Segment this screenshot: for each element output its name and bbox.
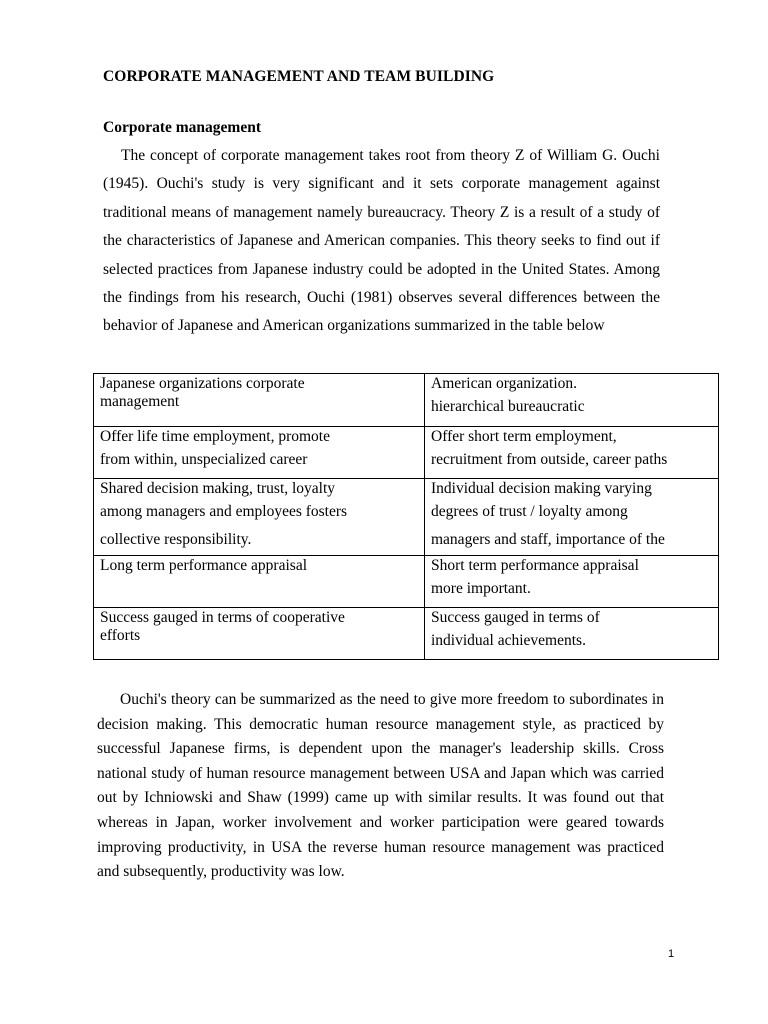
cell-line: Long term performance appraisal <box>100 557 308 574</box>
cell-line: Offer short term employment, <box>431 428 617 445</box>
cell-line: efforts <box>100 627 141 644</box>
cell-line: among managers and employees fosters <box>100 503 348 520</box>
table-cell-american <box>425 556 719 608</box>
cell-line: collective responsibility. <box>100 531 252 548</box>
cell-line: individual achievements. <box>431 632 586 649</box>
cell-line: Offer life time employment, promote <box>100 428 330 445</box>
table-row <box>94 479 719 556</box>
table-cell-japanese <box>94 608 425 660</box>
cell-line: Japanese organizations corporate <box>100 375 305 392</box>
cell-line: management <box>100 393 180 410</box>
comparison-table <box>93 373 719 660</box>
table-cell-american <box>425 427 719 479</box>
cell-line: American organization. <box>431 375 578 392</box>
table-cell-japanese <box>94 556 425 608</box>
cell-line: Success gauged in terms of cooperative <box>100 609 345 626</box>
table-cell-japanese <box>94 427 425 479</box>
cell-line: Short term performance appraisal <box>431 557 639 574</box>
table-cell-japanese <box>94 479 425 556</box>
table-row <box>94 427 719 479</box>
document-title: CORPORATE MANAGEMENT AND TEAM BUILDING <box>103 68 495 85</box>
cell-line: Individual decision making varying <box>431 480 652 497</box>
table-cell-american <box>425 374 719 427</box>
table-row <box>94 556 719 608</box>
table-cell-american <box>425 479 719 556</box>
paragraph-summary: Ouchi's theory can be summarized as the need to give more freedom to subordinates in decision making. This democratic human resource management style, as practiced by successful Japanese firms, is dependent upon the manager's leadership skills. Cross national study of human resource management between USA and Japan which was carried out by Ichniowski and Shaw (1999) came up with similar results. It was found out that whereas in Japan, worker involvement and worker participation were geared towards improving productivity, in USA the reverse human resource management was practiced and subsequently, productivity was low. <box>97 691 664 881</box>
table-cell-american <box>425 608 719 660</box>
cell-line: from within, unspecialized career <box>100 451 308 468</box>
cell-line: degrees of trust / loyalty among <box>431 503 628 520</box>
cell-line: Success gauged in terms of <box>431 609 600 626</box>
cell-line: managers and staff, importance of the <box>431 531 665 548</box>
cell-line: hierarchical bureaucratic <box>431 398 585 415</box>
cell-line: Shared decision making, trust, loyalty <box>100 480 336 497</box>
page-number: 1 <box>668 948 675 960</box>
table-cell-japanese <box>94 374 425 427</box>
section-heading: Corporate management <box>103 119 261 136</box>
cell-line: recruitment from outside, career paths <box>431 451 668 468</box>
table-row <box>94 374 719 427</box>
table-row <box>94 608 719 660</box>
paragraph-intro: The concept of corporate management takes root from theory Z of William G. Ouchi (1945). Ouchi's study is very significant and it sets corporate management against traditional means of management namely bureaucracy. Theory Z is a result of a study of the characteristics of Japanese and American companies. This theory seeks to find out if selected practices from Japanese industry could be adopted in the United States. Among the findings from his research, Ouchi (1981) observes several differences between the behavior of Japanese and American organizations summarized in the table below <box>103 147 660 335</box>
cell-line: more important. <box>431 580 531 597</box>
